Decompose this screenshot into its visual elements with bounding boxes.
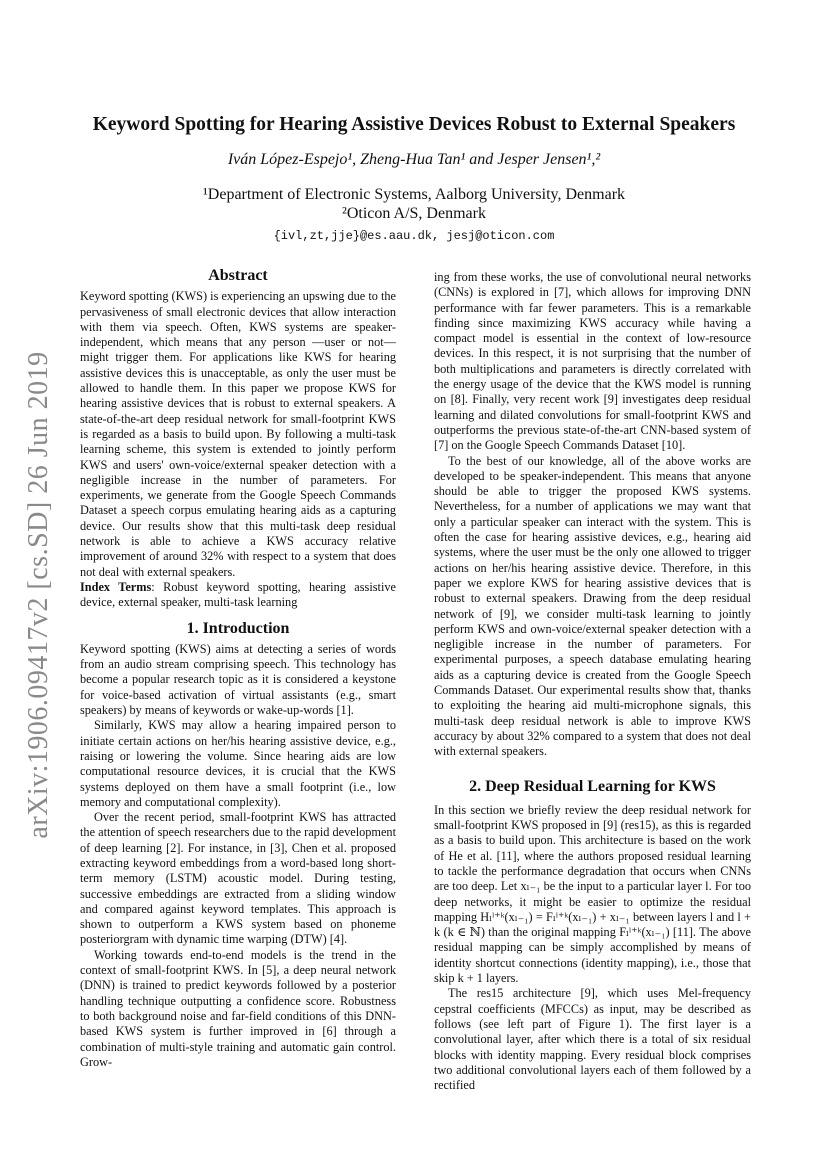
abstract-text: Keyword spotting (KWS) is experiencing an upswing due to the pervasiveness of small electronic devices that allow interaction with them via speech. Often, KWS systems are speaker-independent, which means that any person —user or not— might trigger them. For applications like KWS for hearing assistive devices this is unacceptable, as only the user must be allowed to handle them. In this paper we propose KWS for hearing assistive devices that is robust to external speakers. A state-of-the-art deep residual network for small-footprint KWS is regarded as a basis to build upon. By following a multi-task learning scheme, this system is extended to jointly perform KWS and users' own-voice/external speaker detection with a negligible increase in the number of parameters. For experiments, we generate from the Google Speech Commands Dataset a speech corpus emulating hearing aids as a capturing device. Our results show that this multi-task deep residual network is able to achieve a KWS accuracy relative improvement of around 32% with respect to a system that does not deal with external speakers.: [80, 289, 396, 579]
right-column: [434, 270, 751, 1093]
index-terms-text: : Robust keyword spotting, hearing assistive device, external speaker, multi-task learning: [80, 579, 396, 610]
index-terms: [80, 580, 396, 611]
author-list: Iván López-Espejo¹, Zheng-Hua Tan¹ and Jesper Jensen¹,²: [227, 151, 601, 168]
section-2-heading: 2. Deep Residual Learning for KWS: [469, 777, 716, 795]
intro-paragraph: To the best of our knowledge, all of the above works are developed to be speaker-independent. This means that anyone should be able to trigger the proposed KWS systems. Nevertheless, for a number of applications we may want that only a particular speaker can interact with the system. This is often the case for hearing assistive devices, e.g., hearing aid systems, where the user must be the only one allowed to trigger actions on her/his hearing assistive device. Therefore, in this paper we explore KWS for hearing assistive devices that is robust to external speakers. Drawing from the deep residual network of [9], we consider multi-task learning to jointly perform KWS and own-voice/external speaker detection with a negligible increase in the number of parameters. For experimental purposes, a speech database emulating hearing aids as a capturing device is created from the Google Speech Commands Dataset. Our experimental results show that, thanks to exploiting the hearing aid multi-microphone signals, this multi-task deep residual network is able to improve KWS accuracy by about 32% compared to a system that does not deal with external speakers.: [434, 453, 751, 759]
intro-paragraph: Similarly, KWS may allow a hearing impaired person to initiate certain actions on her/his hearing assistive device, e.g., raising or lowering the volume. Since hearing aids are low computational resource devices, it is crucial that the KWS systems deployed on them have a small footprint (i.e., low memory and computational complexity).: [80, 718, 396, 809]
section-2-paragraph: The res15 architecture [9], which uses Mel-frequency cepstral coefficients (MFCCs) as input, may be described as follows (see left part of Figure 1). The first layer is a convolutional layer, after which there is a total of six residual blocks with identity mapping. Every residual block comprises two additional convolutional layers each of them followed by a rectified: [434, 986, 751, 1093]
intro-paragraph: Over the recent period, small-footprint KWS has attracted the attention of speech researchers due to the rapid development of deep learning [2]. For instance, in [3], Chen et al. proposed extracting keyword embeddings from a word-based long short-term memory (LSTM) acoustic model. During testing, successive embeddings are extracted from a sliding window and compared against keyword templates. This approach is shown to outperform a KWS system based on phoneme posteriorgram with dynamic time warping (DTW) [4].: [80, 810, 396, 947]
index-terms-label: Index Terms: [80, 579, 152, 594]
arxiv-identifier: arXiv:1906.09417v2 [cs.SD] 26 Jun 2019: [23, 351, 54, 839]
intro-paragraph: Working towards end-to-end models is the trend in the context of small-footprint KWS. In [5], a deep neural network (DNN) is trained to predict keywords followed by a posterior handling technique outputting a confidence score. Robustness to both background noise and far-field conditions of this DNN-based KWS system is further improved in [6] through a combination of multi-style training and automatic gain control. Grow-: [80, 947, 396, 1069]
section-2-paragraph: In this section we briefly review the deep residual network for small-footprint KWS proposed in [9] (res15), as this is regarded as a basis to build upon. This architecture is based on the work of He et al. [11], where the authors proposed residual learning to tackle the performance degradation that occurs when CNNs are too deep. Let xₗ₋₁ be the input to a particular layer l. For too deep networks, it might be easier to optimize the residual mapping Hₗˡ⁺ᵏ(xₗ₋₁) = Fₗˡ⁺ᵏ(xₗ₋₁) + xₗ₋₁ between layers l and l + k (k ∈ ℕ) than the original mapping Fₗˡ⁺ᵏ(xₗ₋₁) [11]. The above residual mapping can be simply accomplished by means of identity shortcut connections (identity mapping), i.e., those that skip k + 1 layers.: [434, 802, 751, 986]
abstract-heading: Abstract: [208, 267, 268, 284]
arxiv-sidebar: [22, 351, 56, 839]
section-1-heading: 1. Introduction: [186, 619, 290, 637]
left-column: [80, 268, 396, 1070]
affiliation-1: ¹Department of Electronic Systems, Aalborg University, Denmark: [202, 186, 626, 203]
paper-title: Keyword Spotting for Hearing Assistive Devices Robust to External Speakers: [92, 114, 736, 135]
affiliation-2: ²Oticon A/S, Denmark: [342, 205, 486, 222]
intro-paragraph: Keyword spotting (KWS) aims at detecting a series of words from an audio stream comprising speech. This technology has become a popular research topic as it is considered a keystone for voice-based activation of virtual assistants (e.g., smart speakers) by means of keywords or wake-up-words [1].: [80, 641, 396, 718]
intro-continuation-paragraph: ing from these works, the use of convolutional neural networks (CNNs) is explored in [7], which allows for improving DNN performance with far fewer parameters. This is a remarkable finding since maximizing KWS accuracy while having a compact model is essential in the context of low-resource devices. In this respect, it is not surprising that the number of both multiplications and parameters is directly correlated with the energy usage of the device that the KWS model is running on [8]. Finally, very recent work [9] investigates deep residual learning and dilated convolutions for small-footprint KWS and outperforms the previous state-of-the-art CNN-based system of [7] on the Google Speech Commands Dataset [10].: [434, 270, 751, 453]
author-emails: {ivl,zt,jje}@es.aau.dk, jesj@oticon.com: [273, 229, 555, 243]
